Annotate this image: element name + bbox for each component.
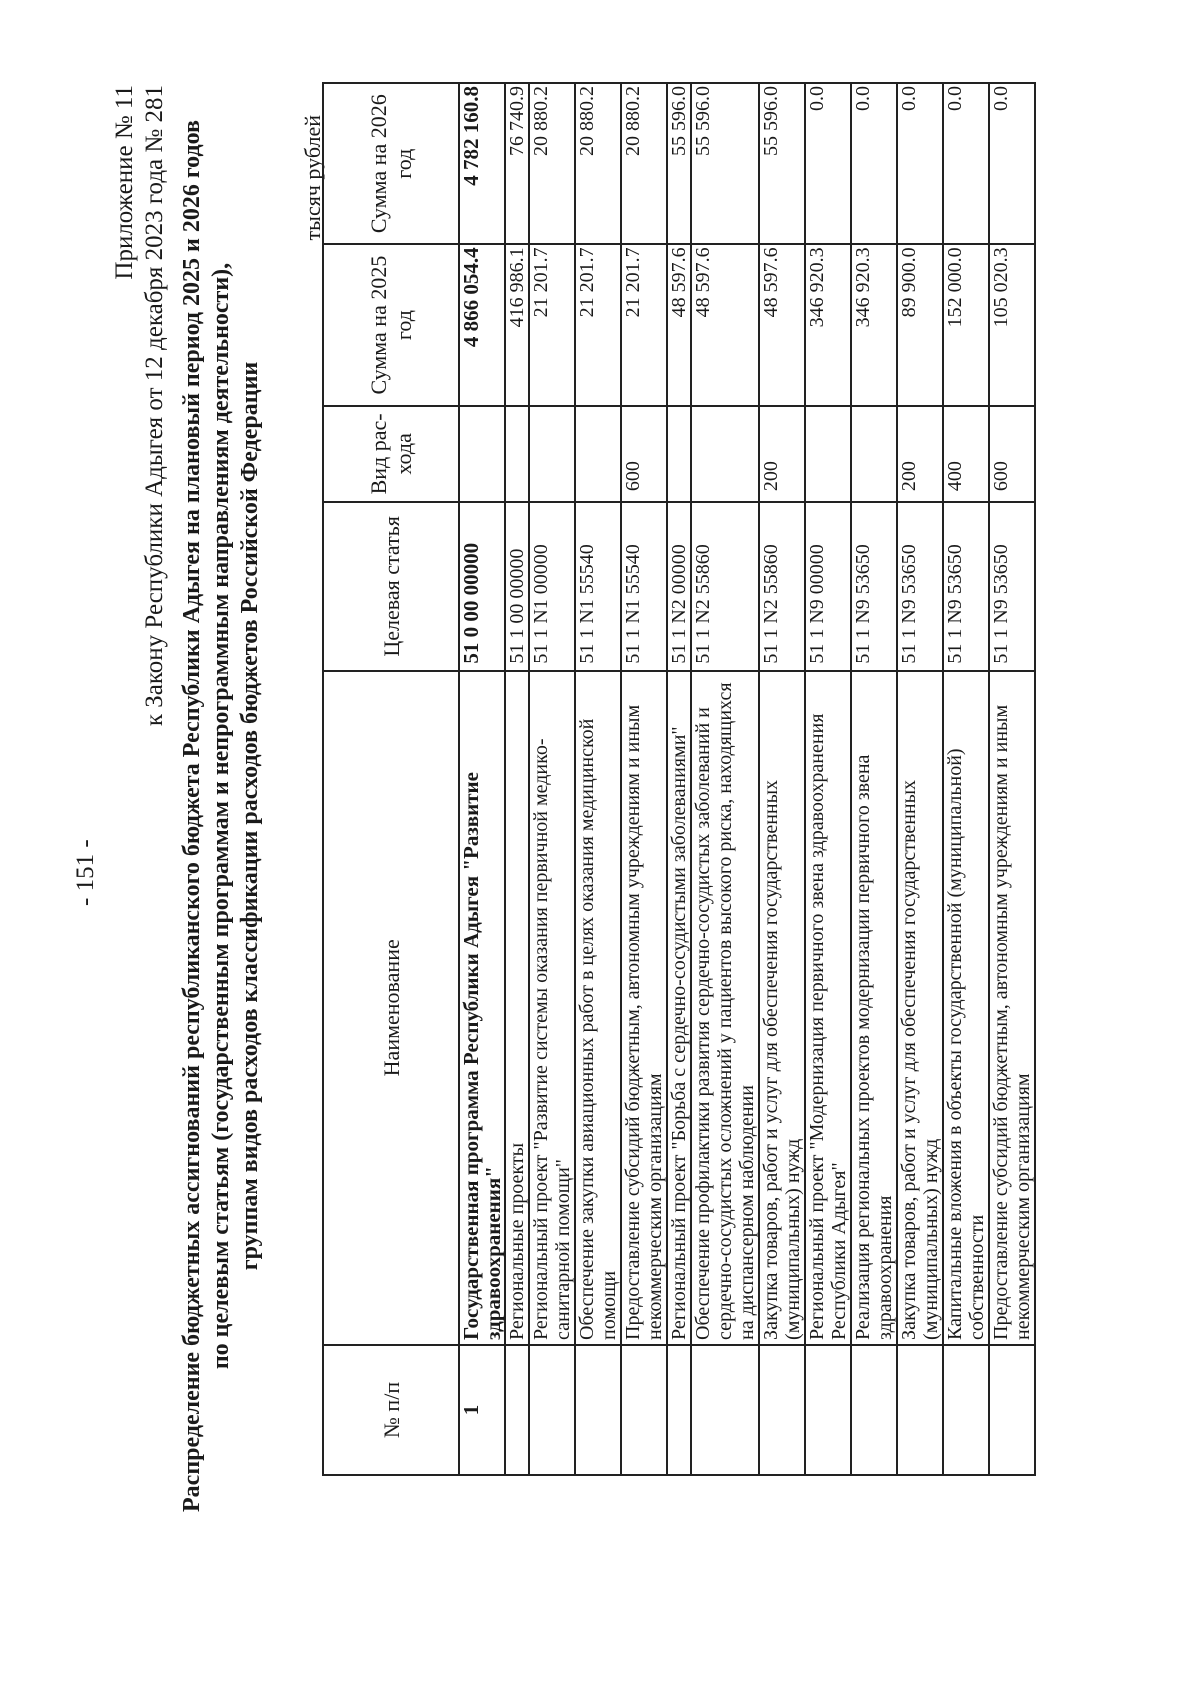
row-num [529, 1345, 575, 1475]
table-row [943, 83, 989, 1475]
row-name: Обеспечение закупки авиационных работ в целях оказания медицинской помощи [575, 671, 621, 1345]
row-code: 51 1 N9 53650 [943, 502, 989, 671]
row-name: Региональные проекты [505, 671, 529, 1345]
row-kvr: 200 [759, 406, 805, 502]
header-num: № п/п [323, 1345, 459, 1475]
row-sum-2026: 55 596.0 [667, 83, 691, 244]
row-sum-2025: 152 000.0 [943, 244, 989, 405]
row-num [621, 1345, 667, 1475]
row-name: Региональный проект "Борьба с сердечно-сосудистыми заболеваниями" [667, 671, 691, 1345]
row-name: Закупка товаров, работ и услуг для обеспечения государственных (муниципальных) нужд [759, 671, 805, 1345]
row-num [851, 1345, 897, 1475]
row-kvr [575, 406, 621, 502]
row-num [943, 1345, 989, 1475]
row-sum-2026: 0.0 [851, 83, 897, 244]
heading-line-2: по целевым статьям (государственным программам и непрограммным направлениям деятельности), [208, 262, 234, 1370]
table-row [529, 83, 575, 1475]
row-num [805, 1345, 851, 1475]
row-code: 51 1 N1 55540 [575, 502, 621, 671]
row-name: Государственная программа Республики Адыгея "Развитие здравоохранения" [459, 671, 505, 1345]
row-name: Закупка товаров, работ и услуг для обеспечения государственных (муниципальных) нужд [897, 671, 943, 1345]
row-sum-2025: 48 597.6 [759, 244, 805, 405]
row-num [505, 1345, 529, 1475]
row-kvr [529, 406, 575, 502]
document-heading [178, 66, 265, 1566]
table-row [459, 83, 505, 1475]
heading-line-1: Распределение бюджетных ассигнований республиканского бюджета Республики Адыгея на плановый период 2025 и 2026 годов [179, 120, 205, 1512]
row-name: Предоставление субсидий бюджетным, автономным учреждениям и иным некоммерческим организациям [989, 671, 1035, 1345]
row-name: Региональный проект "Развитие системы оказания первичной медико-санитарной помощи" [529, 671, 575, 1345]
row-sum-2025: 346 920.3 [851, 244, 897, 405]
row-num [759, 1345, 805, 1475]
row-sum-2026: 55 596.0 [759, 83, 805, 244]
page-number: - 151 - [72, 839, 99, 906]
row-name: Предоставление субсидий бюджетным, автономным учреждениям и иным некоммерческим организациям [621, 671, 667, 1345]
row-kvr: 600 [989, 406, 1035, 502]
row-name: Региональный проект "Модернизация первичного звена здравоохранения Республики Адыгея" [805, 671, 851, 1345]
row-sum-2026: 4 782 160.8 [459, 83, 505, 244]
row-num [897, 1345, 943, 1475]
header-sum-2025: Сумма на 2025 год [323, 244, 459, 405]
row-sum-2026: 20 880.2 [529, 83, 575, 244]
header-sum-2026: Сумма на 2026 год [323, 83, 459, 244]
row-sum-2025: 48 597.6 [691, 244, 759, 405]
table-row [621, 83, 667, 1475]
row-kvr [805, 406, 851, 502]
row-sum-2026: 76 740.9 [505, 83, 529, 244]
row-sum-2025: 89 900.0 [897, 244, 943, 405]
row-code: 51 1 N9 53650 [897, 502, 943, 671]
row-kvr: 200 [897, 406, 943, 502]
row-num [667, 1345, 691, 1475]
row-code: 51 1 N9 53650 [989, 502, 1035, 671]
row-sum-2026: 0.0 [897, 83, 943, 244]
row-sum-2026: 0.0 [805, 83, 851, 244]
row-num [691, 1345, 759, 1475]
row-name: Реализация региональных проектов модернизации первичного звена здравоохранения [851, 671, 897, 1345]
row-kvr: 600 [621, 406, 667, 502]
row-code: 51 1 N1 00000 [529, 502, 575, 671]
row-sum-2026: 0.0 [943, 83, 989, 244]
row-sum-2025: 21 201.7 [621, 244, 667, 405]
row-code: 51 1 N2 00000 [667, 502, 691, 671]
table-row [505, 83, 529, 1475]
header-kvr: Вид рас-хода [323, 406, 459, 502]
row-kvr [851, 406, 897, 502]
unit-label: тысяч рублей [300, 115, 325, 241]
appendix-number: Приложение № 11 [111, 85, 138, 280]
row-sum-2026: 20 880.2 [621, 83, 667, 244]
row-sum-2025: 346 920.3 [805, 244, 851, 405]
appendix-law: к Закону Республики Адыгея от 12 декабря 2023 года № 281 [141, 85, 168, 727]
header-name: Наименование [323, 671, 459, 1345]
table-row [989, 83, 1035, 1475]
budget-table [322, 82, 1036, 1476]
table-row [691, 83, 759, 1475]
row-sum-2025: 4 866 054.4 [459, 244, 505, 405]
row-name: Капитальные вложения в объекты государственной (муниципальной) собственности [943, 671, 989, 1345]
row-code: 51 1 N2 55860 [759, 502, 805, 671]
table-row [575, 83, 621, 1475]
row-num [989, 1345, 1035, 1475]
table-body [459, 83, 1035, 1475]
row-sum-2025: 21 201.7 [575, 244, 621, 405]
row-sum-2026: 0.0 [989, 83, 1035, 244]
appendix-reference [110, 85, 170, 726]
row-code: 51 1 00 00000 [505, 502, 529, 671]
row-kvr [691, 406, 759, 502]
row-code: 51 1 N9 00000 [805, 502, 851, 671]
row-code: 51 1 N9 53650 [851, 502, 897, 671]
row-kvr [459, 406, 505, 502]
row-sum-2026: 55 596.0 [691, 83, 759, 244]
table-row [851, 83, 897, 1475]
table-row [667, 83, 691, 1475]
row-sum-2026: 20 880.2 [575, 83, 621, 244]
row-kvr [505, 406, 529, 502]
table-header-row [323, 83, 459, 1475]
header-code: Целевая статья [323, 502, 459, 671]
row-num [575, 1345, 621, 1475]
row-code: 51 0 00 00000 [459, 502, 505, 671]
table-row [805, 83, 851, 1475]
row-sum-2025: 48 597.6 [667, 244, 691, 405]
row-sum-2025: 105 020.3 [989, 244, 1035, 405]
row-name: Обеспечение профилактики развития сердечно-сосудистых заболеваний и сердечно-сосудистых осложнений у пациентов высокого риска, находящихся на диспансерном наблюдении [691, 671, 759, 1345]
heading-line-3: группам видов расходов классификации расходов бюджетов Российской Федерации [237, 361, 263, 1271]
row-kvr [667, 406, 691, 502]
table-row [897, 83, 943, 1475]
row-sum-2025: 21 201.7 [529, 244, 575, 405]
row-code: 51 1 N2 55860 [691, 502, 759, 671]
row-num: 1 [459, 1345, 505, 1475]
row-code: 51 1 N1 55540 [621, 502, 667, 671]
row-sum-2025: 416 986.1 [505, 244, 529, 405]
row-kvr: 400 [943, 406, 989, 502]
table-row [759, 83, 805, 1475]
